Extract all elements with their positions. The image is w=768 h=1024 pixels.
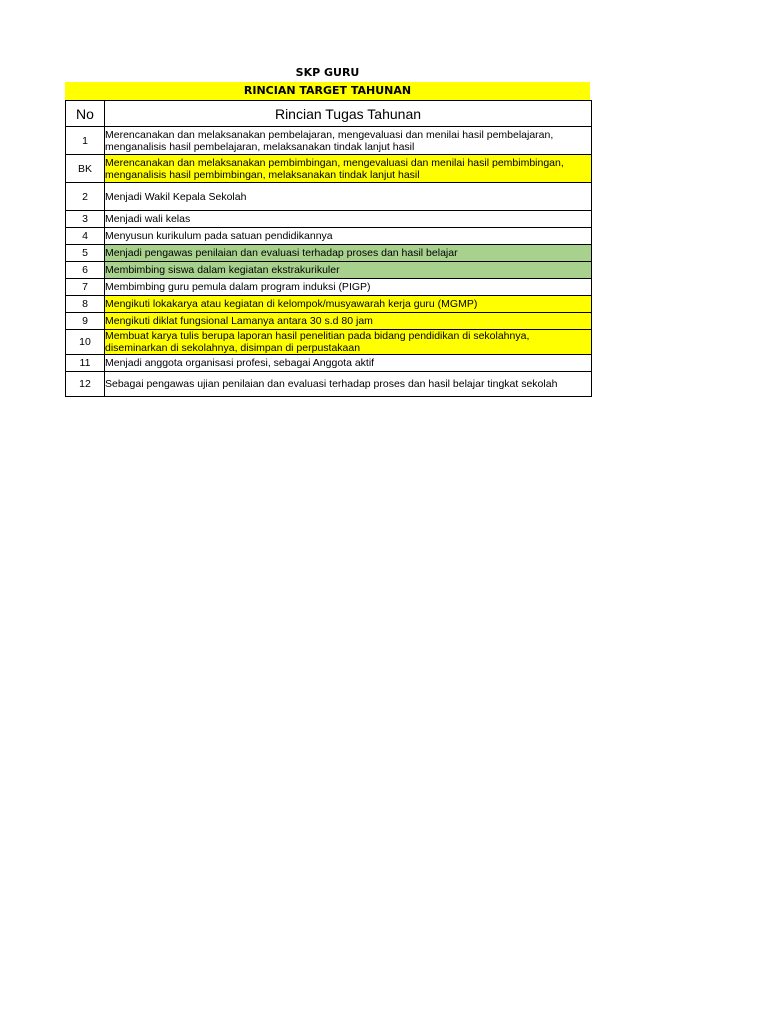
document-title: SKP GURU bbox=[295, 66, 360, 79]
table-row bbox=[66, 279, 592, 296]
table-row bbox=[66, 211, 592, 228]
table-row bbox=[66, 296, 592, 313]
row-task: Menyusun kurikulum pada satuan pendidikannya bbox=[105, 228, 592, 245]
row-task: Menjadi pengawas penilaian dan evaluasi terhadap proses dan hasil belajar bbox=[105, 245, 592, 262]
row-number: 7 bbox=[66, 279, 105, 296]
row-number: 8 bbox=[66, 296, 105, 313]
table-row bbox=[66, 127, 592, 155]
table-header-row bbox=[66, 101, 592, 127]
table-row bbox=[66, 245, 592, 262]
row-number: 9 bbox=[66, 313, 105, 330]
row-task: Membuat karya tulis berupa laporan hasil penelitian pada bidang pendidikan di sekolahnya, diseminarkan di sekolahnya, disimpan di perpustakaan bbox=[105, 330, 592, 355]
table-row bbox=[66, 183, 592, 211]
row-task: Menjadi Wakil Kepala Sekolah bbox=[105, 183, 592, 211]
row-task: Merencanakan dan melaksanakan pembimbingan, mengevaluasi dan menilai hasil pembimbingan, menganalisis hasil pembimbingan, melaksanakan tindak lanjut hasil bbox=[105, 155, 592, 183]
row-number: 3 bbox=[66, 211, 105, 228]
table-row bbox=[66, 355, 592, 372]
table-row bbox=[66, 262, 592, 279]
row-number: 2 bbox=[66, 183, 105, 211]
table-row bbox=[66, 313, 592, 330]
table-row bbox=[66, 372, 592, 397]
table-row bbox=[66, 155, 592, 183]
row-task: Mengikuti diklat fungsional Lamanya antara 30 s.d 80 jam bbox=[105, 313, 592, 330]
row-number: BK bbox=[66, 155, 105, 183]
row-number: 6 bbox=[66, 262, 105, 279]
row-task: Sebagai pengawas ujian penilaian dan evaluasi terhadap proses dan hasil belajar tingkat sekolah bbox=[105, 372, 592, 397]
row-number: 1 bbox=[66, 127, 105, 155]
row-number: 10 bbox=[66, 330, 105, 355]
row-number: 12 bbox=[66, 372, 105, 397]
table-row bbox=[66, 330, 592, 355]
row-number: 4 bbox=[66, 228, 105, 245]
table-row bbox=[66, 228, 592, 245]
header-task: Rincian Tugas Tahunan bbox=[105, 101, 592, 127]
header-no: No bbox=[66, 101, 105, 127]
row-number: 11 bbox=[66, 355, 105, 372]
row-number: 5 bbox=[66, 245, 105, 262]
row-task: Menjadi wali kelas bbox=[105, 211, 592, 228]
task-table bbox=[65, 100, 592, 397]
row-task: Merencanakan dan melaksanakan pembelajaran, mengevaluasi dan menilai hasil pembelajaran, menganalisis hasil pembelajaran, melaksanakan tindak lanjut hasil bbox=[105, 127, 592, 155]
row-task: Menjadi anggota organisasi profesi, sebagai Anggota aktif bbox=[105, 355, 592, 372]
banner-heading: RINCIAN TARGET TAHUNAN bbox=[65, 82, 590, 100]
row-task: Membimbing guru pemula dalam program induksi (PIGP) bbox=[105, 279, 592, 296]
row-task: Membimbing siswa dalam kegiatan ekstrakurikuler bbox=[105, 262, 592, 279]
row-task: Mengikuti lokakarya atau kegiatan di kelompok/musyawarah kerja guru (MGMP) bbox=[105, 296, 592, 313]
